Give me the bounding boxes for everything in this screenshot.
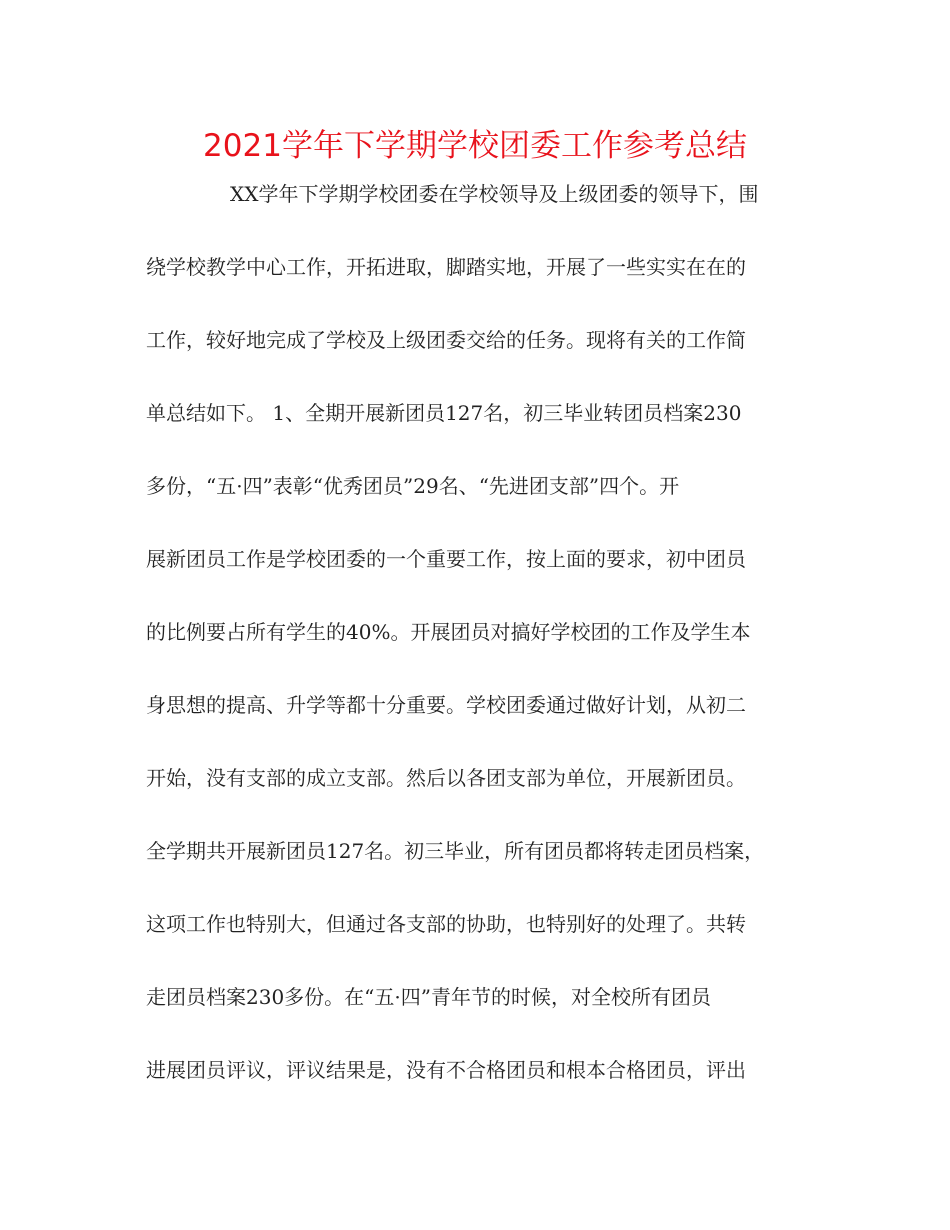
paragraph-line: 单总结如下。 1、全期开展新团员127名，初三毕业转团员档案230 bbox=[146, 401, 742, 425]
paragraph-line: 身思想的提高、升学等都十分重要。学校团委通过做好计划，从初二 bbox=[146, 693, 746, 717]
paragraph-line: 的比例要占所有学生的40%。开展团员对搞好学校团的工作及学生本 bbox=[146, 620, 751, 644]
paragraph-line: 走团员档案230多份。在“五·四”青年节的时候，对全校所有团员 bbox=[146, 985, 711, 1009]
paragraph-line: 展新团员工作是学校团委的一个重要工作，按上面的要求，初中团员 bbox=[146, 547, 746, 571]
paragraph-line: 绕学校教学中心工作，开拓进取，脚踏实地，开展了一些实实在在的 bbox=[146, 255, 746, 279]
paragraph-line: 多份，“五·四”表彰“优秀团员”29名、“先进团支部”四个。开 bbox=[146, 474, 680, 498]
paragraph-line: 这项工作也特别大，但通过各支部的协助，也特别好的处理了。共转 bbox=[146, 912, 746, 936]
paragraph-line: 全学期共开展新团员127名。初三毕业，所有团员都将转走团员档案， bbox=[146, 839, 765, 863]
paragraph-line: 工作，较好地完成了学校及上级团委交给的任务。现将有关的工作简 bbox=[146, 328, 746, 352]
paragraph-line: 进展团员评议，评议结果是，没有不合格团员和根本合格团员，评出 bbox=[146, 1058, 746, 1082]
paragraph-line: XX学年下学期学校团委在学校领导及上级团委的领导下，围 bbox=[230, 182, 759, 206]
document-title: 2021学年下学期学校团委工作参考总结 bbox=[203, 128, 747, 164]
document-body bbox=[146, 174, 806, 1123]
paragraph-line: 开始，没有支部的成立支部。然后以各团支部为单位，开展新团员。 bbox=[146, 766, 746, 790]
